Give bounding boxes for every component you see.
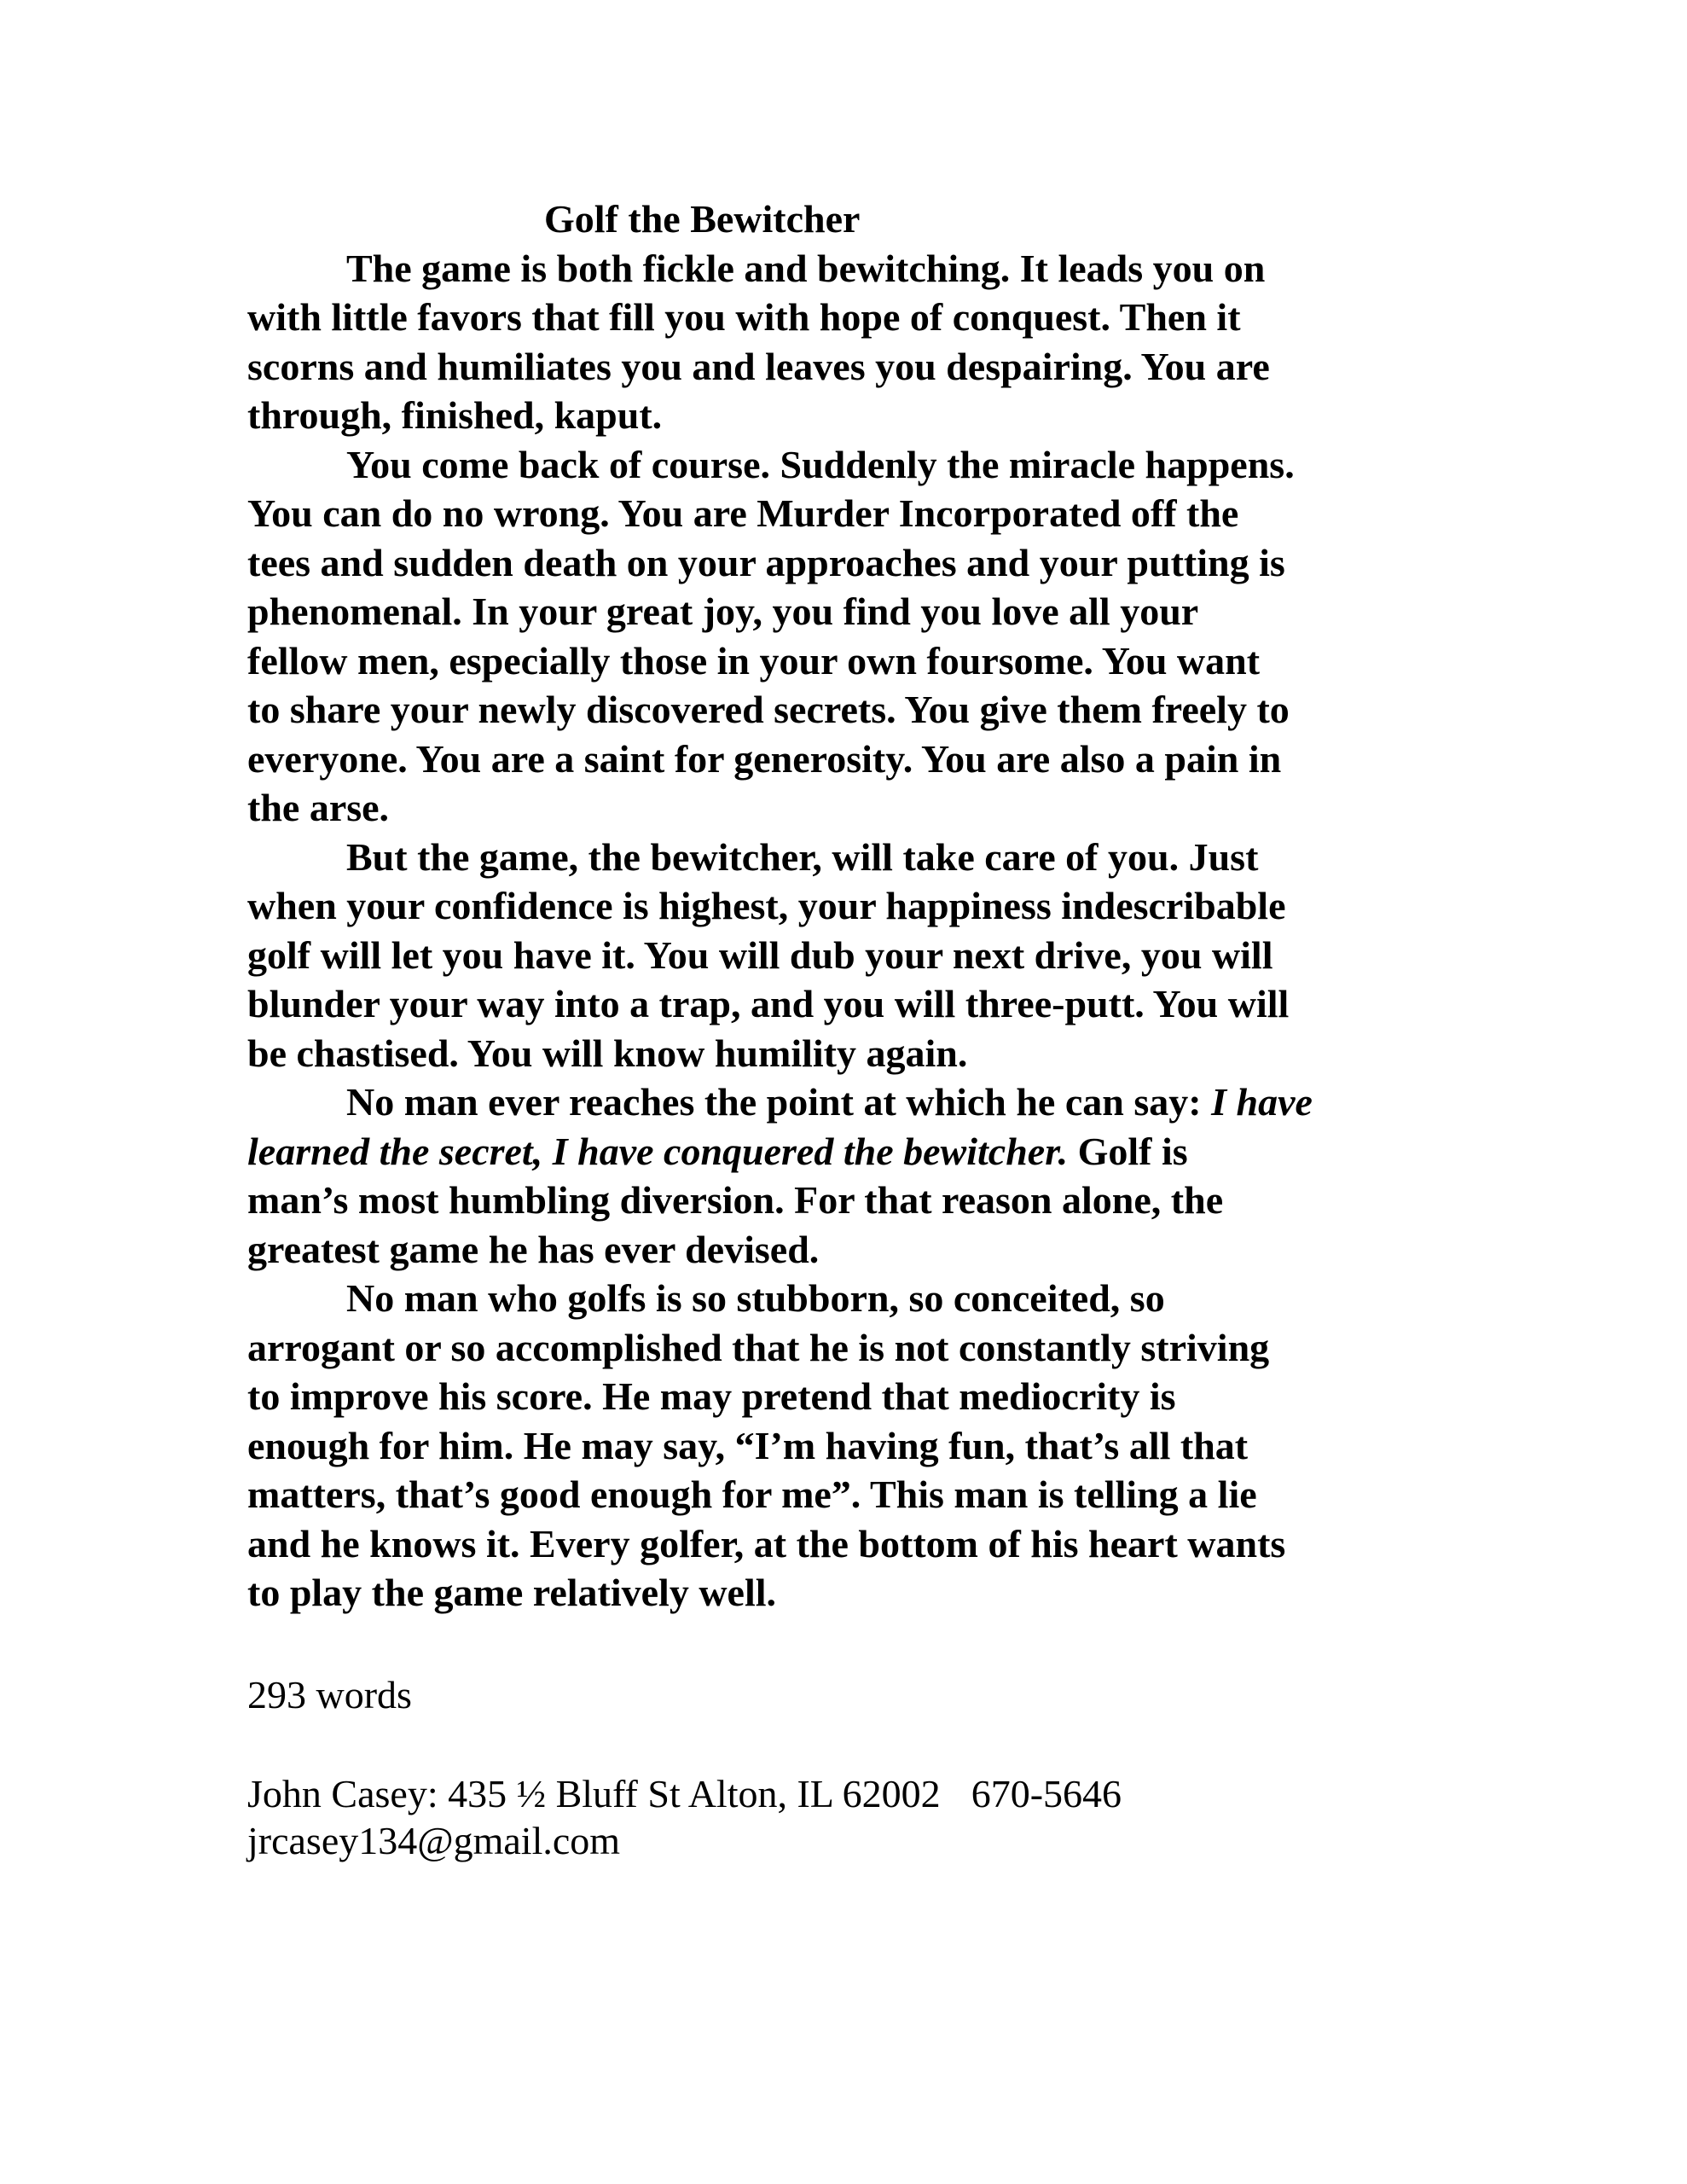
contact-block [247, 1770, 1122, 1864]
contact-email: jrcasey134@gmail.com [247, 1819, 621, 1862]
paragraph-5: No man who golfs is so stubborn, so conceited, so arrogant or so accomplished that he is not constantly striving to improve his score. He may pretend that mediocrity is enough for him. He may say, “I’m having fun, that’s all that matters, that’s good enough for me”. This man is telling a lie and he knows it. Every golfer, at the bottom of his heart wants to play the game relatively well. [247, 1276, 1286, 1614]
paragraph-1: The game is both fickle and bewitching. It leads you on with little favors that fill you with hope of conquest. Then it scorns and humiliates you and leaves you despairing. You are through, finished, kaput. [247, 246, 1270, 437]
page-title: Golf the Bewitcher [544, 197, 861, 241]
word-count: 293 words [247, 1673, 412, 1716]
paragraph-4 [247, 1077, 1475, 1274]
paragraph-2: You come back of course. Suddenly the miracle happens. You can do no wrong. You are Murder Incorporated off the tees and sudden death on your approaches and your putting is phenomenal. In your great joy, you find you love all your fellow men, especially those in your own foursome. You want to share your newly discovered secrets. You give them freely to everyone. You are a saint for generosity. You are also a pain in the arse. [247, 442, 1295, 829]
paragraph-4-italic-quote: I have learned the secret, I have conquered the bewitcher. [247, 1080, 1313, 1173]
contact-address: John Casey: 435 ½ Bluff St Alton, IL 62002 [247, 1772, 941, 1815]
contact-phone: 670-5646 [971, 1772, 1122, 1815]
contact-address-line [247, 1770, 1122, 1817]
paragraph-4-tail: Golf is man’s most humbling diversion. For that reason alone, the greatest game he has ever devised. [247, 1129, 1224, 1271]
paragraph-4-lead: No man ever reaches the point at which he can say: [346, 1080, 1212, 1124]
paragraph-3: But the game, the bewitcher, will take care of you. Just when your confidence is highest, your happiness indescribable golf will let you have it. You will dub your next drive, you will blunder your way into a trap, and you will three-putt. You will be chastised. You will know humility again. [247, 834, 1290, 1075]
essay-body [247, 195, 1475, 1618]
